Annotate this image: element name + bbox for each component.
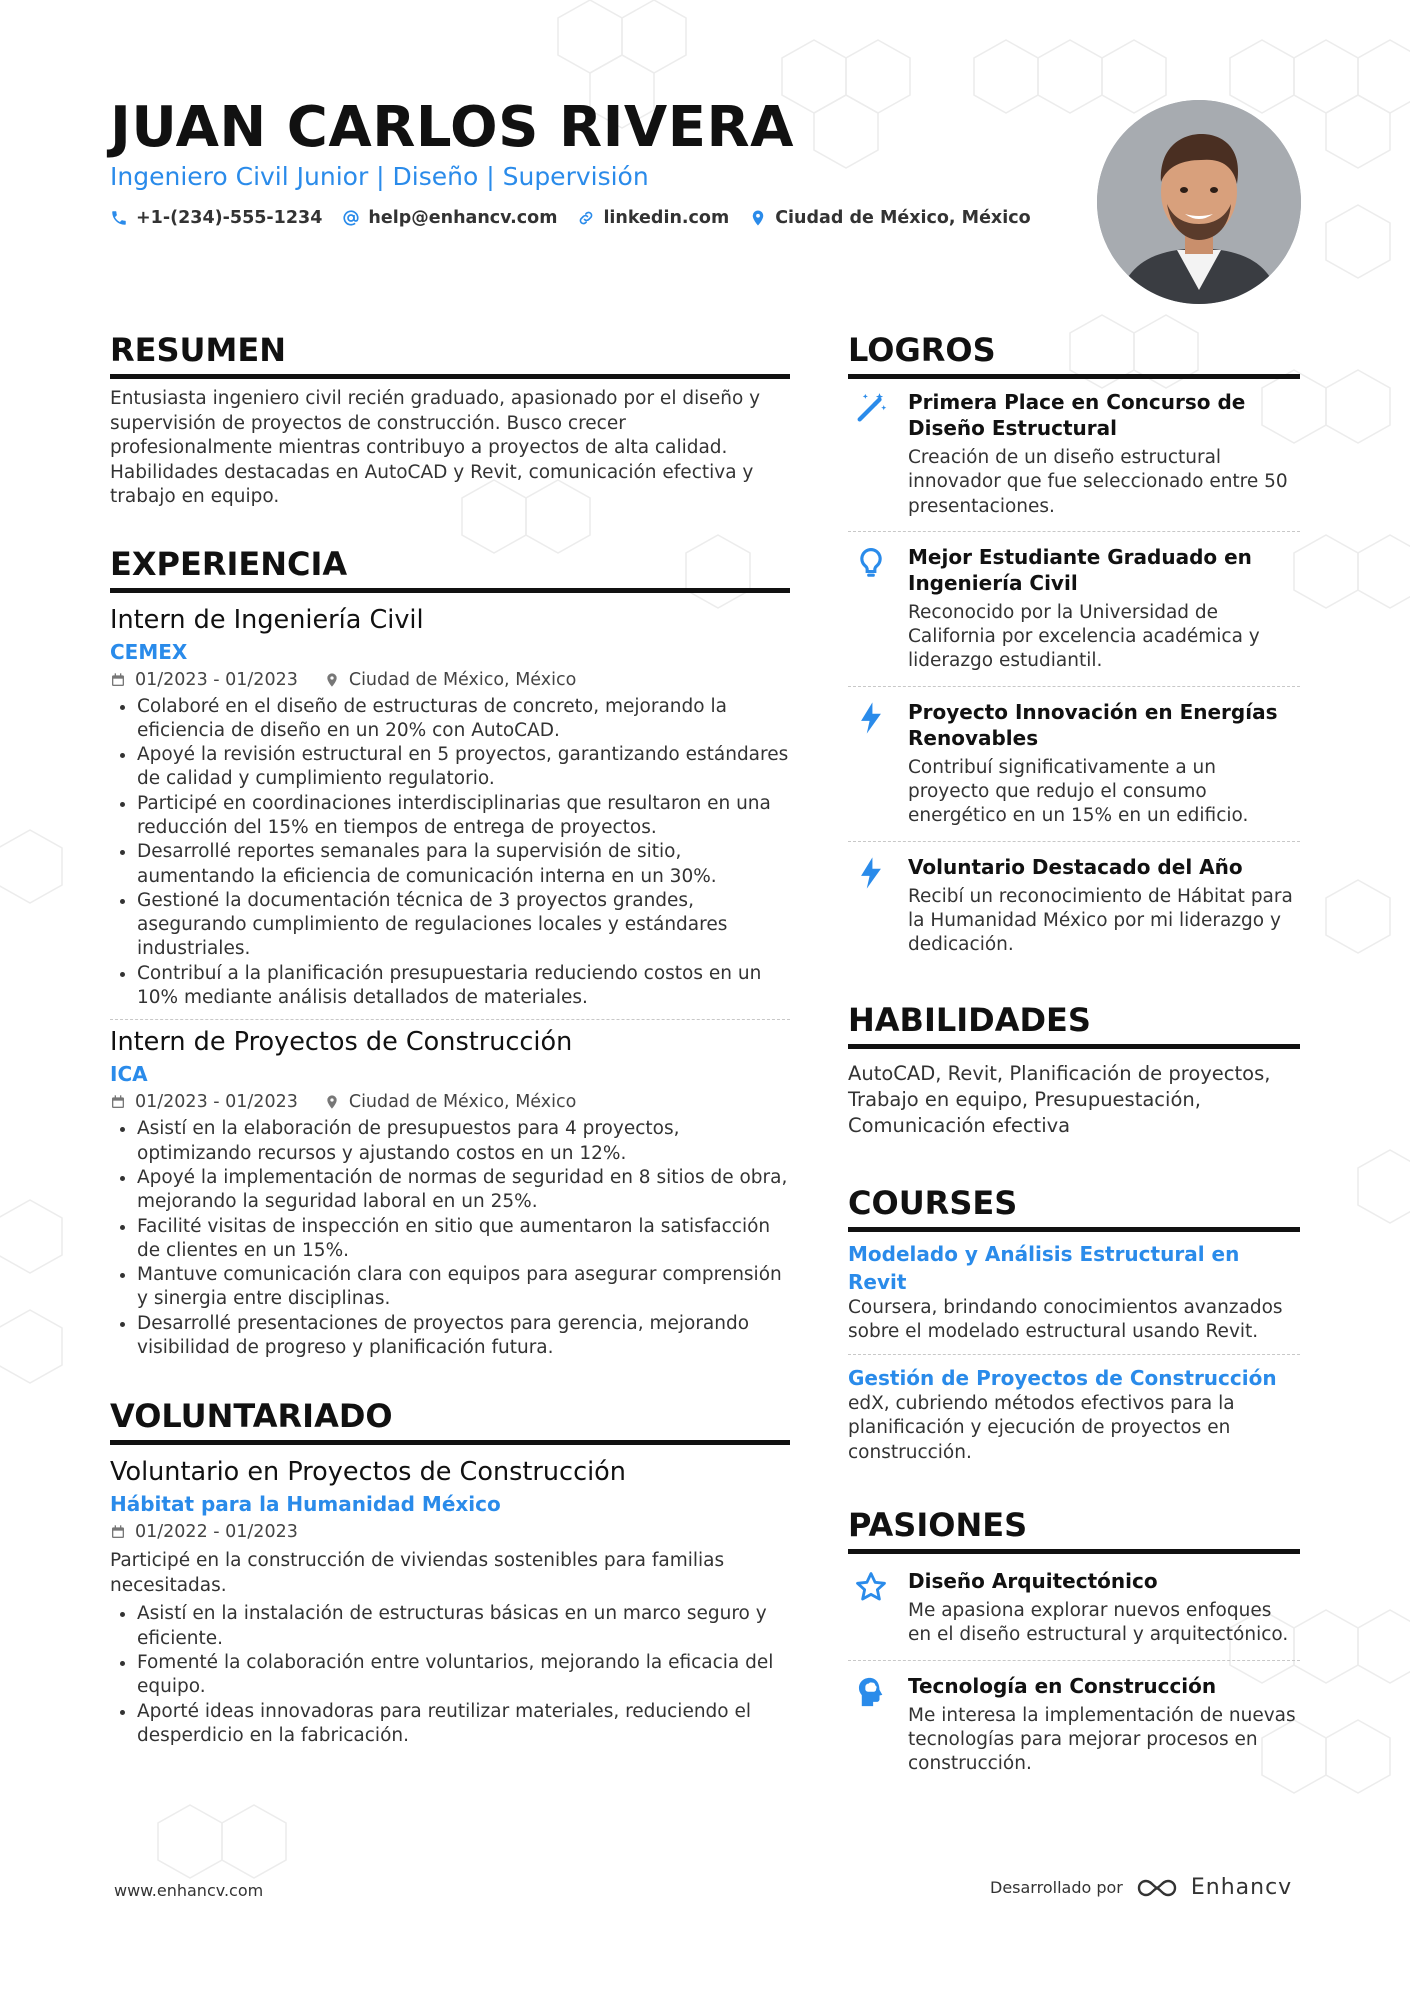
passion-item (848, 1554, 1300, 1660)
lightning-icon (848, 699, 894, 829)
volunteer-org[interactable]: Hábitat para la Humanidad México (110, 1492, 501, 1517)
achievement-item (848, 379, 1300, 531)
magic-wand-icon (848, 389, 894, 519)
at-icon (342, 209, 360, 227)
job-title: Intern de Ingeniería Civil (110, 604, 424, 635)
achievement-title: Proyecto Innovación en Energías Renovables (908, 699, 1278, 750)
lightning-icon (848, 854, 894, 958)
divider (848, 1354, 1300, 1355)
contact-email[interactable] (342, 208, 557, 228)
passion-title: Diseño Arquitectónico (908, 1569, 1158, 1594)
list-item: • Colaboré en el diseño de estructuras de concreto, mejorando la eficiencia de diseño en un 20% con AutoCAD. (137, 695, 790, 744)
lightning-icon-svg (854, 701, 888, 735)
list-item: • Contribuí a la planificación presupuestaria reduciendo costos en un 10% mediante análisis detallados de materiales. (137, 962, 790, 1011)
calendar-icon (110, 1094, 126, 1110)
achievement-desc: Creación de un diseño estructural innovador que fue seleccionado entre 50 presentaciones. (908, 447, 1288, 517)
list-item: • Desarrollé presentaciones de proyectos para gerencia, mejorando visibilidad de progreso y planificación futura. (137, 1312, 790, 1361)
link-icon (577, 209, 595, 227)
contact-bar (110, 208, 1031, 228)
head-brain-icon-svg (854, 1675, 888, 1709)
passions-section (848, 1505, 1300, 1788)
job-location (324, 667, 576, 693)
company-name[interactable]: CEMEX (110, 639, 188, 664)
list-item: • Asistí en la elaboración de presupuestos para 4 proyectos, optimizando recursos y ajustando costos en un 12%. (137, 1117, 790, 1166)
courses-section (848, 1183, 1300, 1466)
list-item: • Facilité visitas de inspección en sitio que aumentaron la satisfacción de clientes en un 15%. (137, 1215, 790, 1264)
job-meta (110, 1089, 790, 1115)
courses-heading: COURSES (848, 1183, 1300, 1232)
passion-desc: Me interesa la implementación de nuevas tecnologías para mejorar procesos en construcción. (908, 1704, 1296, 1775)
enhancv-logo-icon (1135, 1876, 1179, 1900)
volunteer-dates-text: 01/2022 - 01/2023 (135, 1522, 298, 1543)
calendar-icon (110, 672, 126, 688)
contact-phone[interactable] (110, 208, 322, 228)
contact-linkedin[interactable] (577, 208, 729, 228)
achievement-desc: Contribuí significativamente a un proyecto que redujo el consumo energético en un 15% en un edificio. (908, 756, 1249, 827)
list-item: • Mantuve comunicación clara con equipos para asegurar comprensión y sinergia entre disciplinas. (137, 1263, 790, 1312)
list-item: • Gestioné la documentación técnica de 3 proyectos grandes, asegurando cumplimiento de regulaciones locales y estándares industriales. (137, 889, 790, 962)
passion-title: Tecnología en Construcción (908, 1673, 1217, 1698)
summary-text: Entusiasta ingeniero civil recién graduado, apasionado por el diseño y supervisión de proyectos de construcción. Busco crecer profesionalmente mientras contribuyo a proyectos de alta calidad. Habilidades destacadas en AutoCAD y Revit, comunicación efectiva y trabajo en equipo. (110, 388, 761, 507)
phone-text: +1-(234)-555-1234 (136, 208, 323, 228)
volunteer-role: Voluntario en Proyectos de Construcción (110, 1457, 626, 1488)
right-column (848, 330, 1300, 1789)
job-dates (110, 1089, 298, 1115)
location-text: Ciudad de México, México (775, 208, 1031, 228)
job-dates-text: 01/2023 - 01/2023 (135, 1092, 298, 1113)
job-entry (110, 1025, 790, 1360)
achievement-item (848, 842, 1300, 970)
skills-text: AutoCAD, Revit, Planificación de proyectos, Trabajo en equipo, Presupuestación, Comunicación efectiva (848, 1061, 1271, 1137)
linkedin-text: linkedin.com (603, 208, 730, 228)
list-item: • Desarrollé reportes semanales para la supervisión de sitio, aumentando la eficiencia de comunicación interna en un 30%. (137, 840, 790, 889)
job-dates-text: 01/2023 - 01/2023 (135, 669, 298, 690)
skills-heading: HABILIDADES (848, 1000, 1300, 1049)
list-item: • Apoyé la revisión estructural en 5 proyectos, garantizando estándares de calidad y cumplimiento regulatorio. (137, 743, 790, 792)
achievements-section (848, 330, 1300, 970)
achievement-item (848, 532, 1300, 686)
course-desc: Coursera, brindando conocimientos avanzados sobre el modelado estructural usando Revit. (848, 1296, 1283, 1343)
volunteer-heading: VOLUNTARIADO (110, 1396, 790, 1445)
job-dates (110, 667, 298, 693)
job-bullets (110, 695, 790, 1011)
brand-name: Enhancv (1190, 1875, 1293, 1900)
left-column (110, 330, 790, 1748)
course-desc: edX, cubriendo métodos efectivos para la planificación y ejecución de proyectos en construcción. (848, 1392, 1235, 1463)
job-bullets (110, 1117, 790, 1360)
job-location-text: Ciudad de México, México (348, 1092, 577, 1113)
volunteer-bullets (110, 1602, 790, 1748)
candidate-name: JUAN CARLOS RIVERA (110, 95, 794, 160)
avatar-illustration (1097, 100, 1301, 304)
calendar-icon (110, 1524, 126, 1540)
achievement-title: Voluntario Destacado del Año (908, 854, 1243, 879)
course-title[interactable]: Modelado y Análisis Estructural en Revit (848, 1241, 1240, 1294)
list-item: • Fomenté la colaboración entre voluntarios, mejorando la eficacia del equipo. (137, 1651, 790, 1700)
summary-heading: RESUMEN (110, 330, 790, 379)
job-entry (110, 603, 790, 1011)
achievement-desc: Recibí un reconocimiento de Hábitat para la Humanidad México por mi liderazgo y dedicación. (908, 885, 1293, 956)
lightbulb-icon (848, 544, 894, 674)
list-item: • Apoyé la implementación de normas de seguridad en 8 sitios de obra, mejorando la seguridad laboral en un 25%. (137, 1166, 790, 1215)
achievement-item (848, 687, 1300, 841)
volunteer-dates (110, 1519, 298, 1545)
email-text: help@enhancv.com (368, 208, 558, 228)
course-item (848, 1364, 1300, 1466)
divider (110, 1019, 790, 1020)
job-meta (110, 667, 790, 693)
magic-wand-icon-svg (854, 391, 888, 425)
footer-website[interactable]: www.enhancv.com (114, 1881, 264, 1900)
job-title: Intern de Proyectos de Construcción (110, 1027, 573, 1058)
location-pin-icon (749, 209, 767, 227)
job-location-text: Ciudad de México, México (348, 669, 577, 690)
volunteer-section (110, 1396, 790, 1748)
powered-by-text: Desarrollado por (990, 1878, 1123, 1897)
list-item: • Aporté ideas innovadoras para reutilizar materiales, reduciendo el desperdicio en la fabricación. (137, 1700, 790, 1749)
profile-photo (1097, 100, 1301, 304)
skills-section (848, 1000, 1300, 1139)
location-pin-icon (324, 1094, 340, 1110)
passions-heading: PASIONES (848, 1505, 1300, 1554)
contact-location (749, 208, 1030, 228)
list-item: • Asistí en la instalación de estructuras básicas en un marco seguro y eficiente. (137, 1602, 790, 1651)
lightbulb-icon-svg (854, 546, 888, 580)
list-item: • Participé en coordinaciones interdisciplinarias que resultaron en una reducción del 15% en tiempos de entrega de proyectos. (137, 792, 790, 841)
footer-powered-by (990, 1875, 1292, 1900)
experience-section (110, 544, 790, 1361)
experience-heading: EXPERIENCIA (110, 544, 790, 593)
summary-section (110, 330, 790, 510)
volunteer-meta (110, 1519, 790, 1545)
headline: Ingeniero Civil Junior | Diseño | Supervisión (110, 162, 649, 191)
achievements-heading: LOGROS (848, 330, 1300, 379)
volunteer-summary: Participé en la construcción de viviendas sostenibles para familias necesitadas. (110, 1550, 725, 1596)
passion-item (848, 1661, 1300, 1789)
course-title[interactable]: Gestión de Proyectos de Construcción (848, 1365, 1277, 1390)
achievement-title: Primera Place en Concurso de Diseño Estructural (908, 390, 1246, 440)
head-brain-icon (848, 1673, 894, 1777)
passion-desc: Me apasiona explorar nuevos enfoques en el diseño estructural y arquitectónico. (908, 1600, 1289, 1646)
achievement-title: Mejor Estudiante Graduado en Ingeniería Civil (908, 544, 1252, 595)
location-pin-icon (324, 672, 340, 688)
phone-icon (110, 209, 128, 227)
lightning-icon-svg (854, 856, 888, 890)
company-name[interactable]: ICA (110, 1062, 148, 1087)
star-icon-svg (854, 1570, 888, 1604)
star-icon (848, 1568, 894, 1648)
job-location (324, 1089, 576, 1115)
achievement-desc: Reconocido por la Universidad de California por excelencia académica y liderazgo estudiantil. (908, 601, 1260, 672)
course-item (848, 1240, 1300, 1345)
